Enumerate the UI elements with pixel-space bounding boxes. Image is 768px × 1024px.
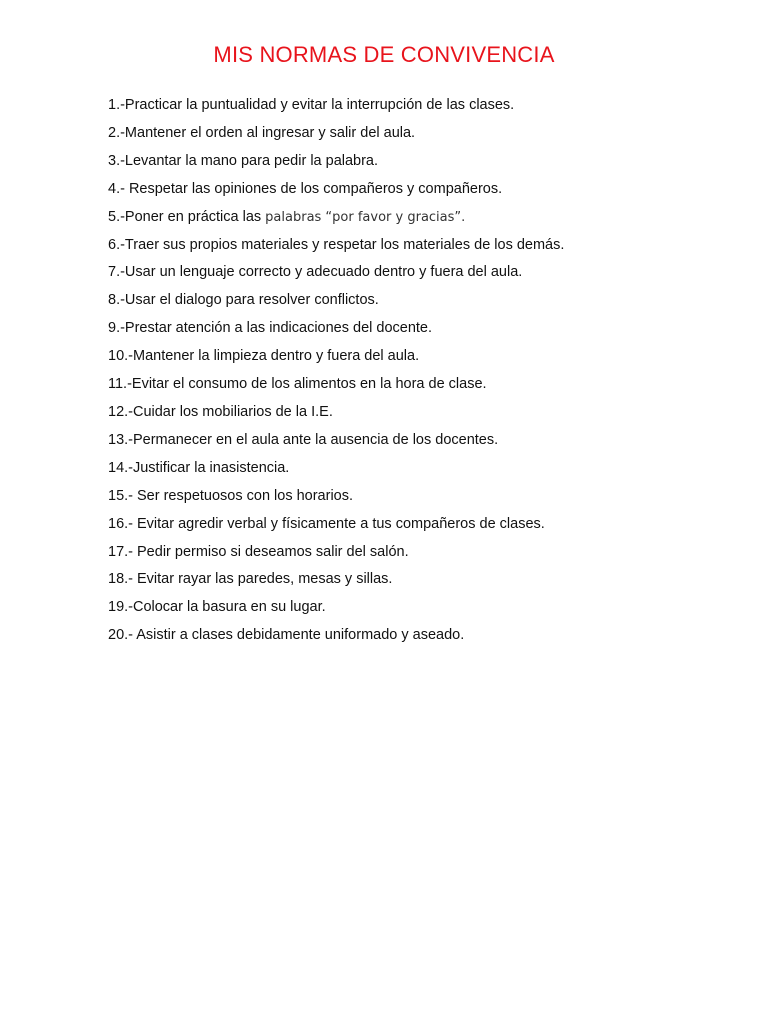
- rule-item-10: 10.-Mantener la limpieza dentro y fuera del aula.: [108, 348, 420, 365]
- rules-list: [108, 92, 564, 650]
- rule-item-8: 8.-Usar el dialogo para resolver conflictos.: [108, 292, 379, 309]
- rule-item-16: 16.- Evitar agredir verbal y físicamente a tus compañeros de clases.: [108, 515, 545, 532]
- rule-item-13: 13.-Permanecer en el aula ante la ausencia de los docentes.: [108, 431, 499, 448]
- rule-item-17: 17.- Pedir permiso si deseamos salir del salón.: [108, 543, 409, 560]
- rule-item-5-suffix: palabras “por favor y gracias”.: [265, 209, 466, 225]
- rule-item-2: 2.-Mantener el orden al ingresar y salir del aula.: [108, 124, 416, 141]
- rule-item-7: 7.-Usar un lenguaje correcto y adecuado dentro y fuera del aula.: [108, 264, 523, 281]
- rule-item-6: 6.-Traer sus propios materiales y respetar los materiales de los demás.: [108, 236, 565, 253]
- rule-item-12: 12.-Cuidar los mobiliarios de la I.E.: [108, 403, 333, 420]
- rule-item-5-prefix: 5.-Poner en práctica las: [108, 208, 266, 225]
- page-title: MIS NORMAS DE CONVIVENCIA: [213, 42, 555, 67]
- rule-item-19: 19.-Colocar la basura en su lugar.: [108, 599, 326, 616]
- rule-item-3: 3.-Levantar la mano para pedir la palabra.: [108, 152, 379, 169]
- rule-item-1: 1.-Practicar la puntualidad y evitar la interrupción de las clases.: [108, 97, 515, 113]
- rule-item-20: 20.- Asistir a clases debidamente uniformado y aseado.: [108, 627, 465, 644]
- rule-item-18: 18.- Evitar rayar las paredes, mesas y sillas.: [108, 571, 393, 588]
- rule-item-9: 9.-Prestar atención a las indicaciones del docente.: [108, 320, 433, 337]
- rule-item-11: 11.-Evitar el consumo de los alimentos en la hora de clase.: [108, 376, 487, 393]
- rule-item-5: [108, 204, 564, 232]
- rule-item-4: 4.- Respetar las opiniones de los compañeros y compañeros.: [108, 180, 503, 197]
- rule-item-15: 15.- Ser respetuosos con los horarios.: [108, 487, 354, 504]
- rule-item-14: 14.-Justificar la inasistencia.: [108, 459, 290, 476]
